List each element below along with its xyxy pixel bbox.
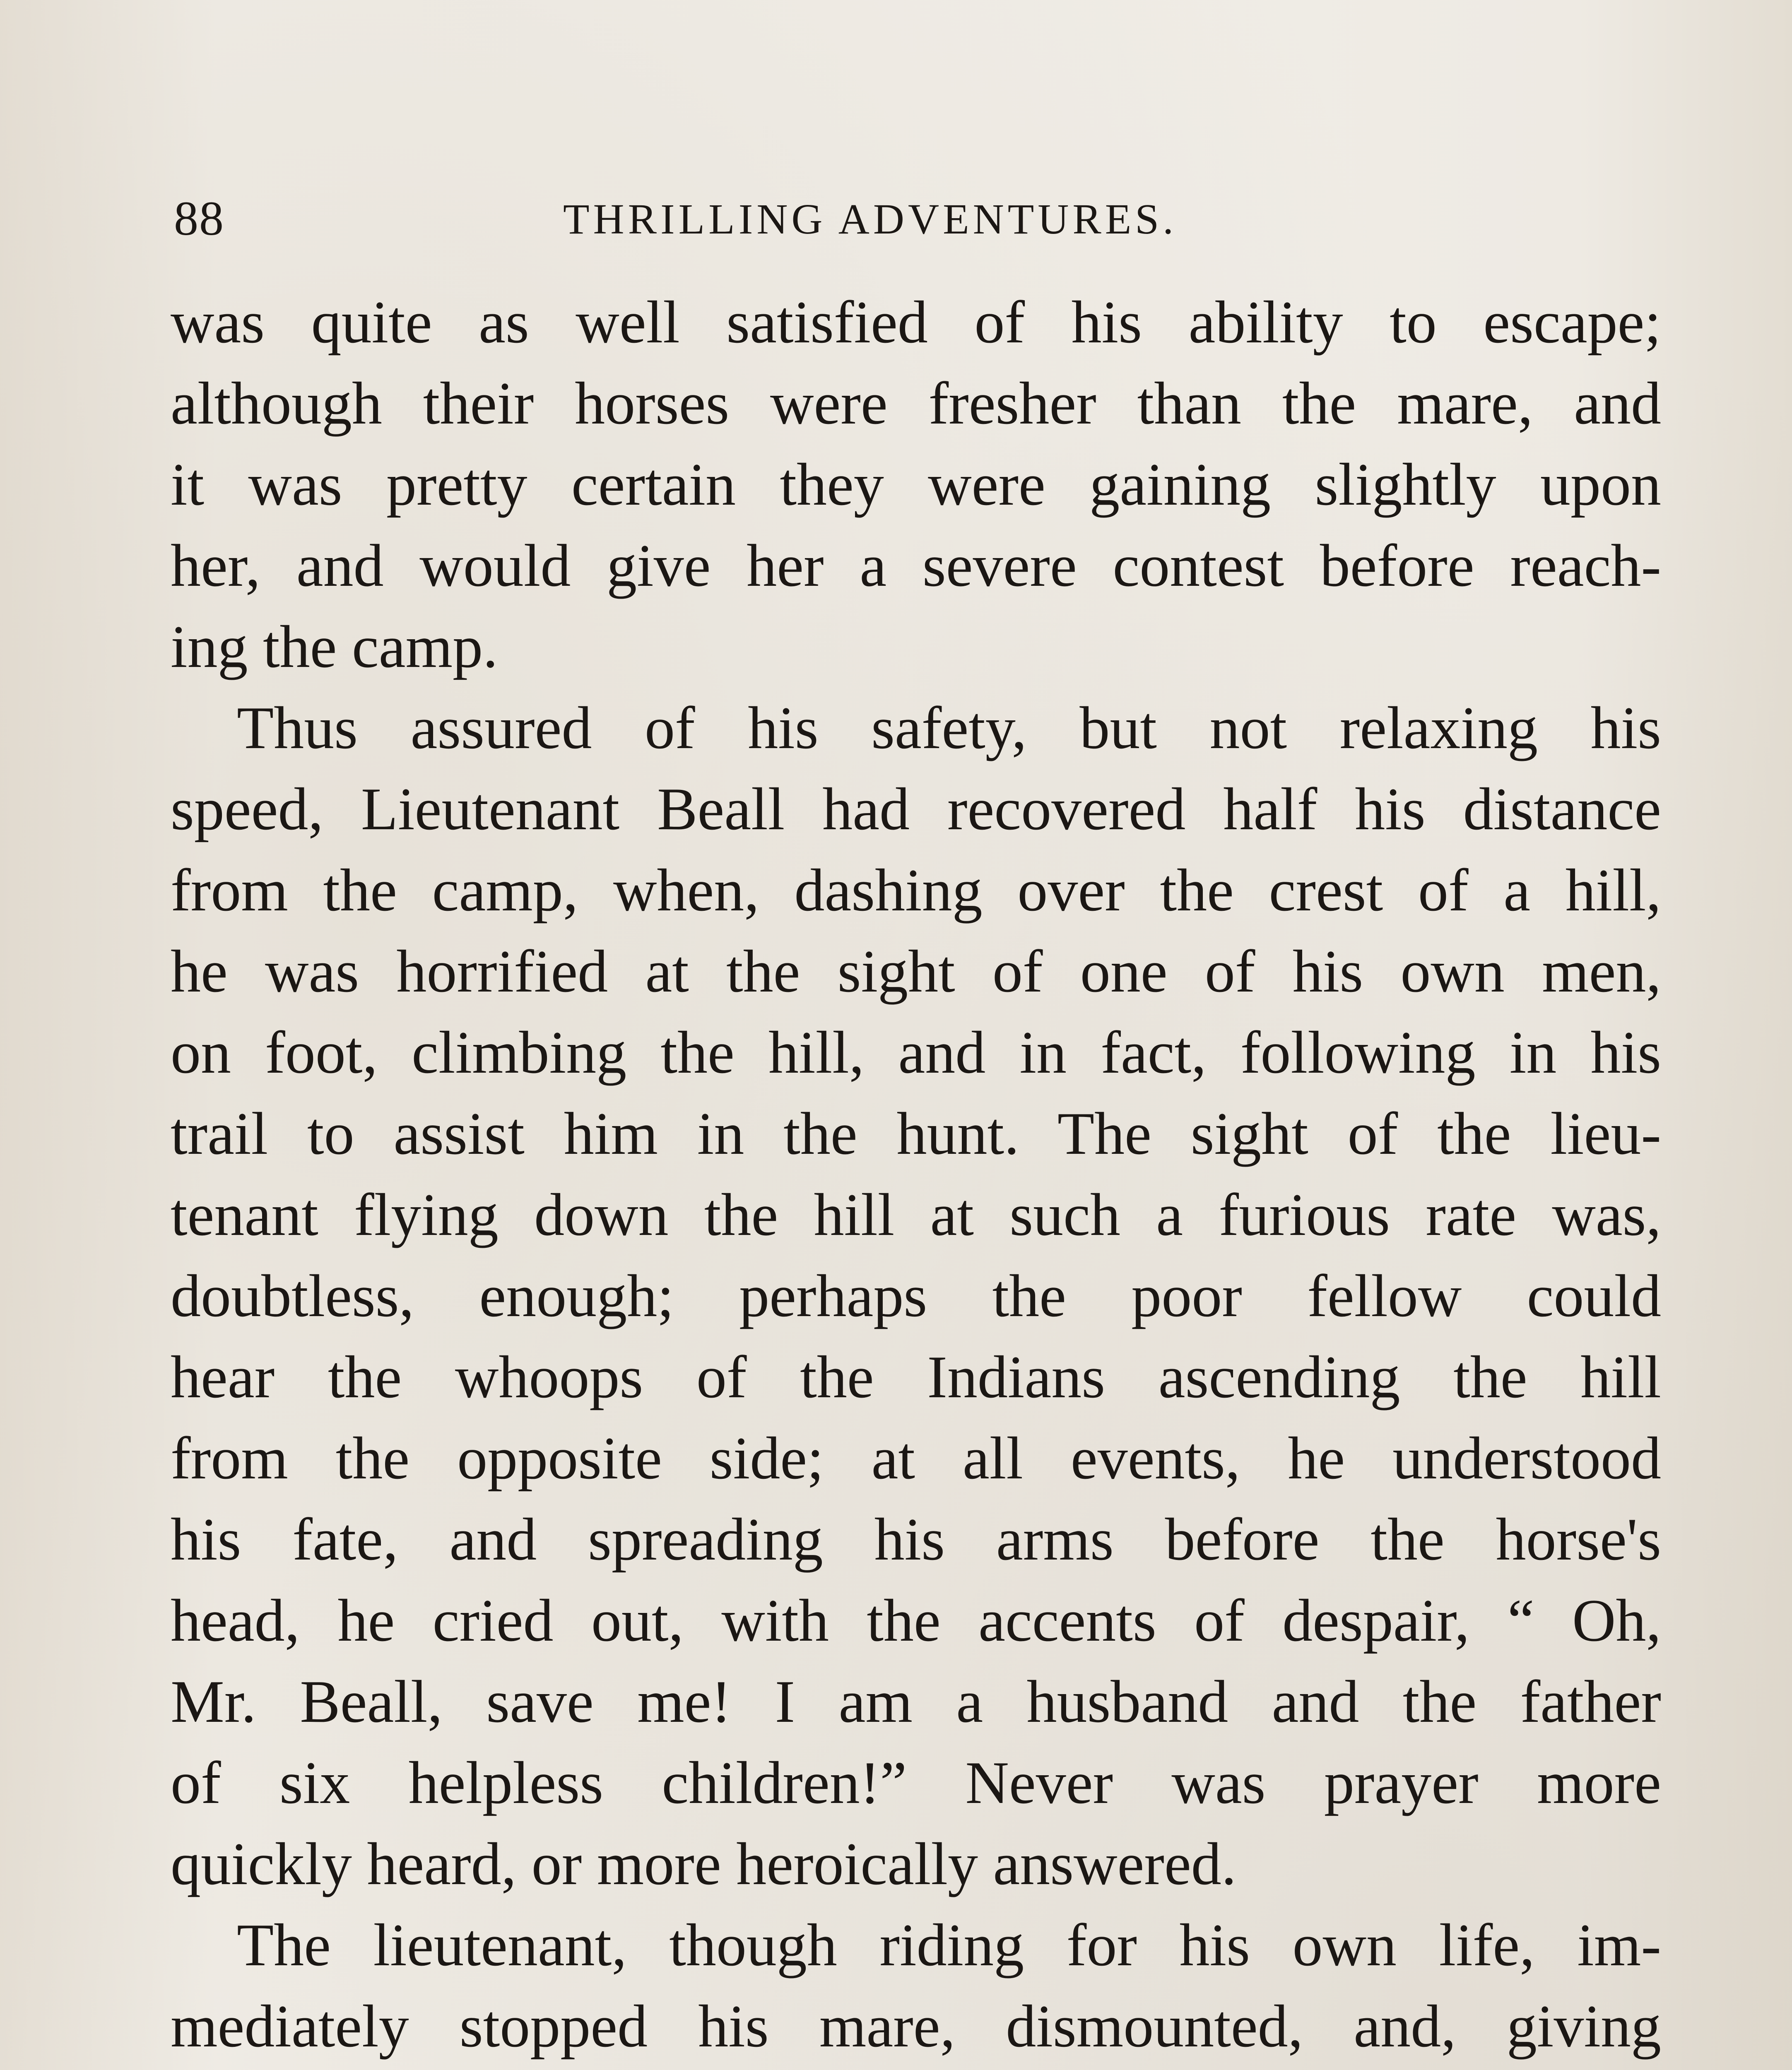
page-header [174, 182, 1664, 265]
text-line: was quite as well satisfied of his ability to escape; [171, 289, 1661, 356]
text-line: mediately stopped his mare, dismounted, and, giving [171, 1993, 1661, 2060]
text-line: from the camp, when, dashing over the crest of a hill, [171, 857, 1661, 924]
page-number: 88 [174, 191, 224, 246]
text-line: her, and would give her a severe contest before reach- [171, 532, 1661, 599]
text-line: his fate, and spreading his arms before the horse's [171, 1506, 1661, 1573]
text-line: doubtless, enough; perhaps the poor fellow could [171, 1262, 1661, 1329]
text-line: from the opposite side; at all events, he understood [171, 1425, 1661, 1492]
text-line [171, 2067, 1661, 2070]
text-line: Mr. Beall, save me! I am a husband and the father [171, 1668, 1661, 1735]
text-line: although their horses were fresher than the mare, and [171, 370, 1661, 437]
text-line: trail to assist him in the hunt. The sight of the lieu- [171, 1100, 1661, 1167]
text-line: The lieutenant, though riding for his own life, im- [237, 1911, 1661, 1979]
text-line: of six helpless children!” Never was prayer more [171, 1749, 1661, 1816]
text-line: he was horrified at the sight of one of his own men, [171, 938, 1661, 1005]
text-line: on foot, climbing the hill, and in fact, following in his [171, 1019, 1661, 1086]
text-line: hear the whoops of the Indians ascending the hill [171, 1343, 1661, 1410]
body-text [171, 282, 1661, 2070]
text-line: it was pretty certain they were gaining slightly upon [171, 451, 1661, 518]
text-line: head, he cried out, with the accents of despair, “ Oh, [171, 1587, 1661, 1654]
text-line: quickly heard, or more heroically answered. [171, 1830, 1237, 1897]
text-line: speed, Lieutenant Beall had recovered half his distance [171, 775, 1661, 842]
text-line: ing the camp. [171, 613, 498, 680]
text-line: tenant flying down the hill at such a furious rate was, [171, 1181, 1661, 1248]
running-head: THRILLING ADVENTURES. [563, 195, 1178, 243]
text-line: Thus assured of his safety, but not relaxing his [237, 694, 1661, 761]
